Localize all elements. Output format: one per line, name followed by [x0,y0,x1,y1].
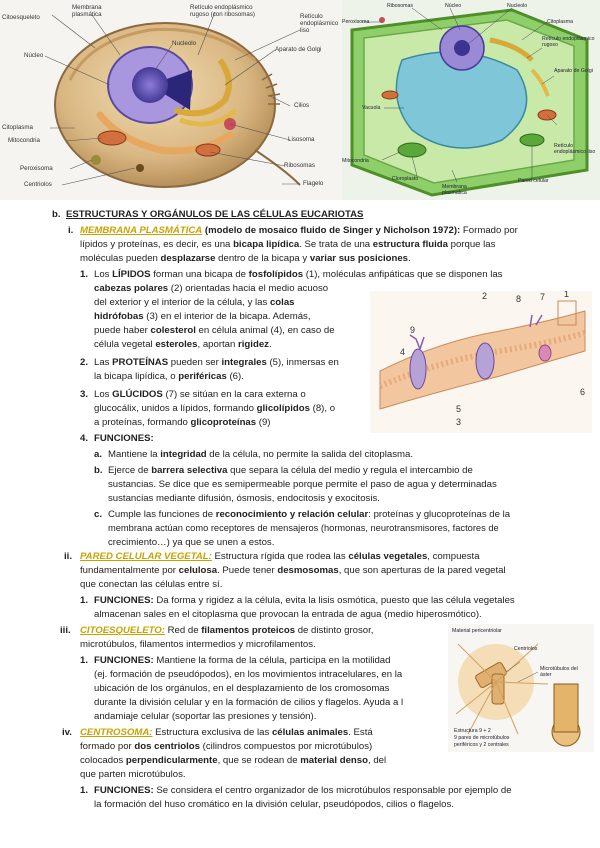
centrosoma-title: CENTROSOMA: [80,727,153,738]
membrana-p1-line-6: célula vegetal esteroles, aportan rigidez. [94,339,272,350]
label-reticulo-liso: Retículo endoplásmico liso [300,13,339,34]
membrana-line-2: lípidos y proteínas, es decir, es una bicapa lipídica. Se trata de una estructura fluida porque las [80,239,496,250]
plant-label-reticulo-rugoso: Retículo endoplásmico rugoso [542,36,595,48]
membrana-p1-line-3: del exterior y el interior de la célula, y las colas [94,297,295,308]
membrana-p2-marker: 2. [80,357,89,368]
citoesqueleto-f-line-3: ubicación de los orgánulos, en el desplazamiento de los cromosomas [94,683,390,694]
plant-label-mitocondria: Mitocondria [342,158,369,164]
membrana-p3-line-3: a proteínas, formando glicoproteínas (9) [94,417,271,428]
membrana-fb-line-2: sustancias. Se dice que es semipermeable porque permite el paso de agua y determinadas [108,479,497,490]
label-membrana-plasmatica: Membrana plasmática [72,4,102,18]
plant-label-citoplasma: Citoplasma [547,19,573,25]
membrana-p1-line-2: cabezas polares (2) orientadas hacia el medio acuoso [94,283,329,294]
label-cilios: Cilios [294,102,310,109]
centrosoma-f-line-2: la formación del huso cromático en la división celular, pseudópodos, cilios o flagelos. [94,799,454,810]
pared-line-1: PARED CELULAR VEGETAL: Estructura rígida que rodea las células vegetales, compuesta [80,551,480,562]
membrana-fa-marker: a. [94,449,103,460]
membrane-number-8: 8 [516,294,522,304]
membrana-fc-marker: c. [94,509,103,520]
membrana-fb-line-3: sustancias mediante difusión, ósmosis, endocitosis y exocitosis. [108,493,380,504]
animal-cell-figure [0,0,342,200]
plant-label-reticulo-liso: Retículo endoplásmico liso [554,143,596,155]
plant-cell-illustration [342,0,600,200]
citoesqueleto-f-line-5: andamiaje celular (soportar las presiones y tensión). [94,711,317,722]
label-citoesqueleto: Citoesqueleto [2,14,40,21]
plant-label-membrana: Membrana plasmática [442,184,467,196]
plant-label-peroxisoma: Peroxisoma [342,19,370,25]
centrosoma-line-1: CENTROSOMA: Estructura exclusiva de las células animales. Está [80,727,373,738]
citoesqueleto-line-2: microtúbulos, filamentos intermedios y microfilamentos. [80,639,316,650]
centrosome-label-perifericos: periféricos y 2 centrales [454,742,509,748]
pared-title: PARED CELULAR VEGETAL: [80,551,212,562]
centrosoma-f-line-1: FUNCIONES: Se considera el centro organizador de los microtúbulos responsable por ejemplo de [94,785,512,796]
pared-marker: ii. [64,551,72,562]
plant-label-ribosomas: Ribosomas [387,3,413,9]
plant-label-nucleo: Núcleo [445,3,462,9]
centrosoma-marker: iv. [62,727,72,738]
plant-label-nucleolo: Nucleolo [507,3,528,9]
membrana-p2-line-1: Las PROTEÍNAS pueden ser integrales (5), inmersas en [94,357,339,368]
label-citoplasma: Citoplasma [2,124,33,131]
centrosome-label-estructura: Estructura 9 + 2 [454,728,491,734]
plant-cell-figure [342,0,600,200]
section-marker: b. [52,209,61,220]
centrosoma-line-2: formado por dos centriolos (cilindros compuestos por microtúbulos) [80,741,373,752]
pared-f-marker: 1. [80,595,89,606]
plant-label-cloroplasto: Cloroplasto [392,176,419,182]
membrana-fb-marker: b. [94,465,103,476]
membrana-title: MEMBRANA PLASMÁTICA [80,225,203,236]
label-peroxisoma: Peroxisoma [20,165,53,172]
label-flagelo: Flagelo [303,180,324,187]
membrana-subtitle: (modelo de mosaico fluido de Singer y Nicholson 1972): [204,225,461,236]
centrosome-label-pares: 9 pares de microtúbulos [454,735,510,741]
membrana-p1-marker: 1. [80,269,89,280]
centrosoma-line-4: que parten microtúbulos. [80,769,186,780]
plant-label-vacuola: Vacuola [362,105,381,111]
label-nucleo: Núcleo [24,52,44,59]
membrana-p1-line-1: Los LÍPIDOS forman una bicapa de fosfolípidos (1), moléculas anfipáticas que se disponen las [94,269,503,280]
centrosoma-line-3: colocados perpendicularmente, que se rodean de material denso, del [80,755,387,766]
label-aparato-golgi: Aparato de Golgi [275,46,322,53]
membrane-number-5: 5 [456,404,462,414]
membrane-number-7: 7 [540,292,546,302]
pared-f-line-1: FUNCIONES: Da forma y rigidez a la célula, evita la lisis osmótica, puesto que las célula vegetales [94,595,515,606]
membrana-p2-line-2: la bicapa lipídica, o periféricas (6). [94,371,244,382]
membrane-number-6: 6 [580,387,586,397]
membrane-illustration [370,291,592,433]
centrosome-figure [448,624,594,752]
membrana-line-3: moléculas pueden desplazarse dentro de la bicapa y variar sus posiciones. [80,253,411,264]
membrane-figure [370,291,592,433]
membrana-fb-line-1: Ejerce de barrera selectiva que separa la célula del medio y regula el intercambio de [108,465,473,476]
pared-line-3: que conectan las células entre sí. [80,579,223,590]
pared-line-2: fundamentalmente por celulosa. Puede tener desmosomas, que son aperturas de la pared vegetal [80,565,506,576]
citoesqueleto-f-line-1: FUNCIONES: Mantiene la forma de la célula, participa en la motilidad [94,655,391,666]
label-reticulo-rugoso: Retículo endoplásmico rugoso (con ribosomas) [190,4,255,18]
membrana-p1-line-5: puede haber colesterol en célula animal (4), en caso de [94,325,335,336]
membrana-p3-marker: 3. [80,389,89,400]
membrana-marker: i. [68,225,74,236]
citoesqueleto-line-1: CITOESQUELETO: Red de filamentos proteicos de distinto grosor, [80,625,374,636]
section-title-text: ESTRUCTURAS Y ORGÁNULOS DE LAS CÉLULAS EUCARIOTAS [66,209,364,220]
label-ribosomas: Ribosomas [284,162,315,169]
pared-f-line-2: almacenan sales en el citoplasma que provocan la entrada de agua (medio hiperosmótico). [94,609,482,620]
citoesqueleto-f-marker: 1. [80,655,89,666]
citoesqueleto-title: CITOESQUELETO: [80,625,165,636]
membrana-p3-line-1: Los GLÚCIDOS (7) se sitúan en la cara externa o [94,389,306,400]
membrane-number-3: 3 [456,417,462,427]
membrana-fa-line-1: Mantiene la integridad de la célula, no permite la salida del citoplasma. [108,449,414,460]
membrana-p4-marker: 4. [80,433,89,444]
section-title [66,208,363,222]
membrane-number-2: 2 [482,291,488,301]
membrana-line-1: MEMBRANA PLASMÁTICA (modelo de mosaico fluido de Singer y Nicholson 1972): Formado por [80,225,518,236]
membrane-number-1: 1 [564,291,570,299]
centrosoma-f-marker: 1. [80,785,89,796]
citoesqueleto-f-line-2: (ej. formación de pseudópodos), en los movimientos intracelulares, en la [94,669,403,680]
membrana-fc-line-1: Cumple las funciones de reconocimiento y relación celular: proteínas y glucoproteínas de la [108,509,511,520]
label-lisosoma: Lisosoma [288,136,315,143]
label-centriolos: Centriolos [24,181,52,188]
centrosome-label-centriolos: Centriolos [514,646,538,652]
label-nucleolo: Nucleolo [172,40,197,47]
membrana-p1-line-4: hidrófobas (3) en el interior de la bicapa. Además, [94,311,311,322]
membrane-number-9: 9 [410,325,416,335]
label-mitocondria: Mitocondria [8,137,40,144]
centrosome-label-material: Material pericentriolar [452,628,502,634]
membrane-number-4: 4 [400,347,406,357]
citoesqueleto-f-line-4: durante la división celular y en la formación de cilios y flagelos. Ayuda a l [94,697,404,708]
membrana-p3-line-2: glucocálix, unidos a lípidos, formando glicolípidos (8), o [94,403,336,414]
membrana-fc-line-2: membrana actúan como receptores de mensajeros (hormonas, neurotransmisores, factores de [108,523,499,533]
plant-label-golgi: Aparato de Golgi [554,68,593,74]
centrosome-label-microtubulos: Microtúbulos del áster [540,666,578,678]
citoesqueleto-marker: iii. [60,625,71,636]
plant-label-pared-celular: Pared celular [518,178,549,184]
membrana-p4-title: FUNCIONES: [94,433,154,444]
membrana-fc-line-3: crecimiento…) ya que se unen a estos. [108,537,275,548]
